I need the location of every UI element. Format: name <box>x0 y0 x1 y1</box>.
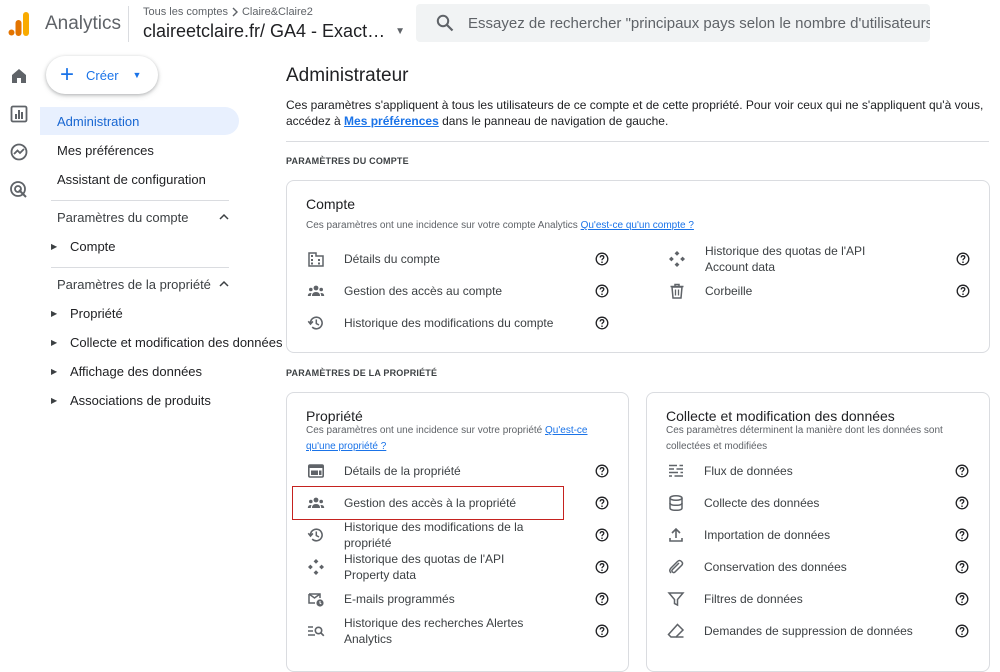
nav-tree-item-account[interactable] <box>50 234 234 258</box>
help-icon[interactable] <box>955 624 969 638</box>
help-icon[interactable] <box>595 592 609 606</box>
search-icon <box>436 14 454 32</box>
data-deletion-requests-row[interactable] <box>666 616 976 646</box>
expand-arrow-icon: ▶ <box>51 308 58 318</box>
web-icon <box>306 461 326 481</box>
account-details-row[interactable] <box>306 244 616 274</box>
card-title: Collecte et modification des données <box>666 408 895 424</box>
row-label: Historique des quotas de l'API Property data <box>344 552 505 582</box>
row-label: Historique des quotas de l'API Account data <box>705 244 866 274</box>
history-icon <box>306 313 326 333</box>
data-streams-icon <box>666 461 686 481</box>
row-label: Historique des modifications de la propriété <box>344 520 524 550</box>
nav-item-setup-assistant[interactable]: Assistant de configuration <box>57 171 206 187</box>
intro-text-after: dans le panneau de navigation de gauche. <box>438 114 669 128</box>
search-input[interactable] <box>468 15 930 32</box>
nav-tree-label: Compte <box>70 238 116 254</box>
row-label: Importation de données <box>704 528 831 542</box>
help-icon[interactable] <box>955 496 969 510</box>
data-collection-card <box>646 392 990 672</box>
nav-section-property[interactable] <box>57 272 229 296</box>
advertising-icon[interactable] <box>9 180 29 200</box>
nav-tree-item-data-collection[interactable] <box>50 330 283 354</box>
breadcrumb-account[interactable]: Claire&Claire2 <box>241 6 313 18</box>
api-icon <box>306 557 326 577</box>
row-label: E-mails programmés <box>344 592 455 606</box>
home-icon[interactable] <box>9 66 29 86</box>
scheduled-email-icon <box>306 589 326 609</box>
help-icon[interactable] <box>595 316 609 330</box>
card-description: Ces paramètres déterminent la manière dont les données sont collectées et modifiées <box>666 425 943 452</box>
section-label-property: PARAMÈTRES DE LA PROPRIÉTÉ <box>286 368 438 378</box>
help-icon[interactable] <box>595 252 609 266</box>
nav-divider <box>51 200 229 201</box>
divider <box>286 141 989 142</box>
app-title: Analytics <box>45 13 122 34</box>
explore-icon[interactable] <box>9 142 29 162</box>
preferences-link[interactable]: Mes préférences <box>344 114 439 128</box>
row-label: Historique des modifications du compte <box>344 316 554 330</box>
upload-icon <box>666 525 686 545</box>
row-label: Détails de la propriété <box>344 464 461 478</box>
intro-text-before: Ces paramètres s'appliquent à tous les utilisateurs de ce compte et de cette propriété. Pour voir ceux qui ne s'appliquent qu'à vous, accédez à <box>286 98 984 128</box>
data-collection-row[interactable] <box>666 488 976 518</box>
help-icon[interactable] <box>595 284 609 298</box>
data-retention-row[interactable] <box>666 552 976 582</box>
help-icon[interactable] <box>595 624 609 638</box>
eraser-icon <box>666 621 686 641</box>
property-change-history-row[interactable] <box>306 520 616 550</box>
row-label: Historique des recherches Alertes Analytics <box>344 616 524 646</box>
card-description-text: Ces paramètres ont une incidence sur votre propriété <box>306 425 546 436</box>
row-label: Flux de données <box>704 464 793 478</box>
help-icon[interactable] <box>595 528 609 542</box>
what-is-account-link[interactable]: Qu'est-ce qu'un compte ? <box>580 220 694 231</box>
help-icon[interactable] <box>595 496 609 510</box>
group-icon <box>306 281 326 301</box>
domain-icon <box>306 249 326 269</box>
nav-tree-label: Affichage des données <box>70 363 203 379</box>
attach-icon <box>666 557 686 577</box>
what-is-property-link[interactable]: qu'une propriété ? <box>306 441 387 452</box>
intro-text <box>286 97 986 129</box>
create-label: Créer <box>86 67 119 83</box>
card-title: Propriété <box>306 408 363 424</box>
row-label: Corbeille <box>705 284 753 298</box>
data-streams-row[interactable] <box>666 456 976 486</box>
nav-tree-label: Propriété <box>70 305 123 321</box>
caret-down-icon: ▼ <box>132 70 142 80</box>
card-title: Compte <box>306 196 356 212</box>
data-filters-row[interactable] <box>666 584 976 614</box>
account-access-row[interactable] <box>306 276 616 306</box>
api-icon <box>667 249 687 269</box>
nav-section-label: Paramètres du compte <box>57 209 189 225</box>
row-label: Demandes de suppression de données <box>704 624 913 638</box>
database-icon <box>666 493 686 513</box>
chevron-up-icon <box>219 279 229 289</box>
help-icon[interactable] <box>956 252 970 266</box>
header-divider <box>128 6 129 42</box>
property-api-quota-row[interactable] <box>306 552 616 582</box>
breadcrumb-all-accounts[interactable]: Tous les comptes <box>143 6 228 18</box>
row-label: Gestion des accès au compte <box>344 284 503 298</box>
nav-tree-label: Collecte et modification des données <box>70 334 283 350</box>
expand-arrow-icon: ▶ <box>51 366 58 376</box>
nav-tree-item-data-display[interactable] <box>50 359 234 383</box>
left-rail <box>0 48 38 655</box>
expand-arrow-icon: ▶ <box>51 337 58 347</box>
property-selector[interactable] <box>143 21 405 42</box>
help-icon[interactable] <box>956 284 970 298</box>
property-details-row[interactable] <box>306 456 616 486</box>
row-label: Gestion des accès à la propriété <box>344 496 517 510</box>
reports-icon[interactable] <box>9 104 29 124</box>
nav-section-account[interactable] <box>57 205 229 229</box>
help-icon[interactable] <box>955 560 969 574</box>
nav-item-preferences[interactable]: Mes préférences <box>57 142 154 158</box>
top-bar <box>0 0 1000 48</box>
expand-arrow-icon: ▶ <box>51 241 58 251</box>
manage-search-icon <box>306 621 326 641</box>
breadcrumb[interactable] <box>143 6 313 18</box>
chevron-right-icon <box>230 7 240 17</box>
filter-icon <box>666 589 686 609</box>
trash-icon <box>667 281 687 301</box>
account-change-history-row[interactable] <box>306 308 616 338</box>
property-card <box>286 392 629 672</box>
main-content <box>286 48 1000 655</box>
row-label: Conservation des données <box>704 560 847 574</box>
highlight-frame <box>292 486 564 520</box>
caret-down-icon: ▼ <box>395 26 405 37</box>
help-icon[interactable] <box>955 464 969 478</box>
page-title: Administrateur <box>286 65 409 86</box>
scheduled-emails-row[interactable] <box>306 584 616 614</box>
help-icon[interactable] <box>955 592 969 606</box>
section-label-account: PARAMÈTRES DU COMPTE <box>286 156 409 166</box>
create-button[interactable] <box>46 56 158 94</box>
row-label: Collecte des données <box>704 496 820 510</box>
nav-tree-item-property[interactable] <box>50 301 234 325</box>
data-import-row[interactable] <box>666 520 976 550</box>
search-history-row[interactable] <box>306 616 616 646</box>
card-description-text: Ces paramètres ont une incidence sur votre compte Analytics <box>306 220 581 231</box>
history-icon <box>306 525 326 545</box>
nav-tree-item-product-links[interactable] <box>50 388 234 412</box>
account-api-quota-row[interactable] <box>667 244 977 274</box>
analytics-logo-icon[interactable] <box>8 12 30 36</box>
row-label: Détails du compte <box>344 252 441 266</box>
nav-section-label: Paramètres de la propriété <box>57 276 211 292</box>
help-icon[interactable] <box>595 560 609 574</box>
trash-row[interactable] <box>667 276 977 306</box>
chevron-up-icon <box>219 212 229 222</box>
account-card <box>286 180 990 353</box>
row-label: Filtres de données <box>704 592 803 606</box>
help-icon[interactable] <box>595 464 609 478</box>
property-name: claireetclaire.fr/ GA4 - Exact… <box>143 21 386 41</box>
side-nav <box>38 48 283 655</box>
nav-divider <box>51 267 229 268</box>
plus-icon: + <box>60 61 75 88</box>
nav-item-administration[interactable]: Administration <box>40 107 239 135</box>
search-bar[interactable] <box>416 4 930 42</box>
what-is-property-link[interactable]: Qu'est-ce <box>545 425 588 436</box>
card-description <box>306 218 694 234</box>
nav-tree-label: Associations de produits <box>70 392 211 408</box>
expand-arrow-icon: ▶ <box>51 395 58 405</box>
card-description <box>306 423 606 455</box>
help-icon[interactable] <box>955 528 969 542</box>
